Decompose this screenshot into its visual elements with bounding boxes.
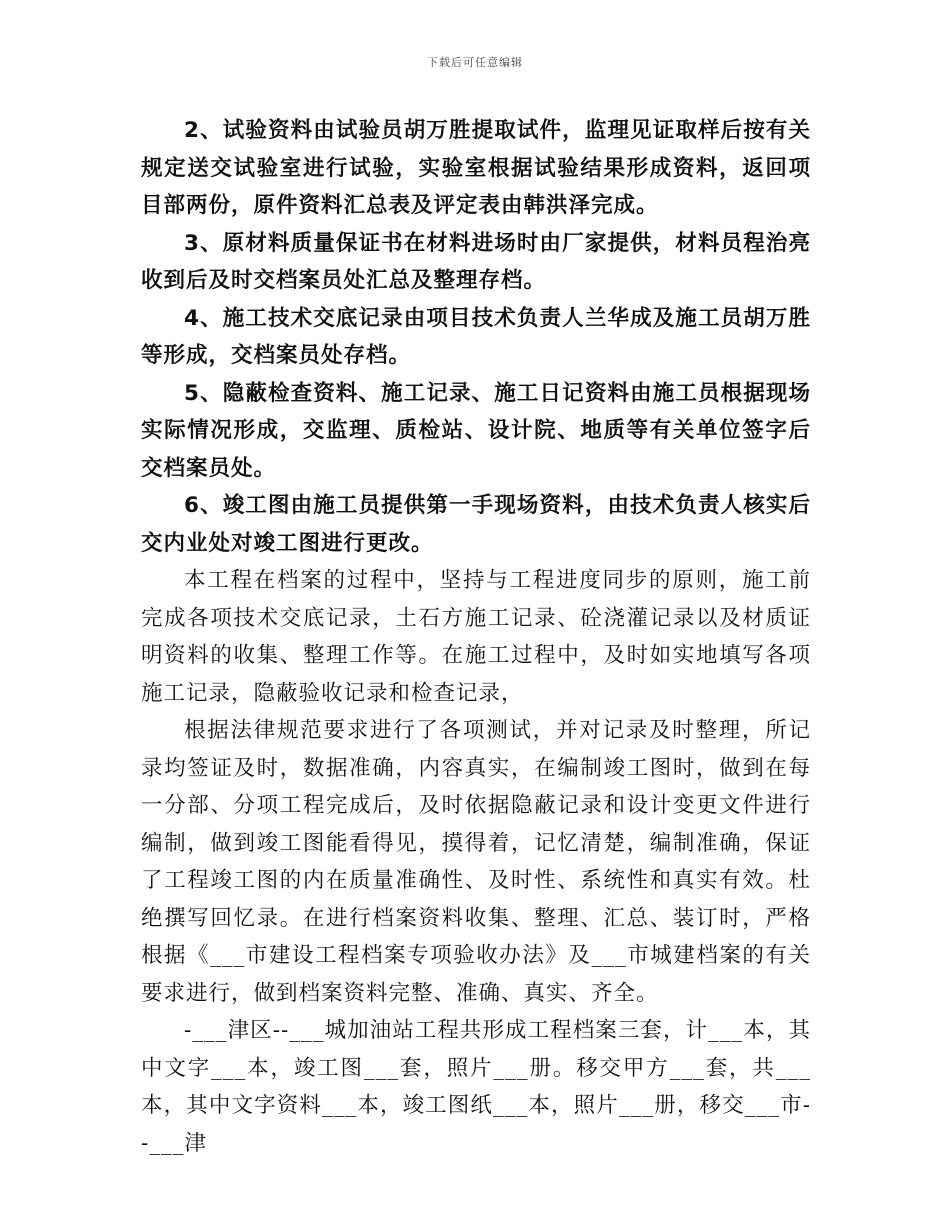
paragraph-item-2: 2、试验资料由试验员胡万胜提取试件，监理见证取样后按有关规定送交试验室进行试验，实验室根据试验结果形成资料，返回项目部两份，原件资料汇总表及评定表由韩洪泽完成。 — [141, 118, 811, 218]
paragraph-regulation-compliance: 根据法律规范要求进行了各项测试，并对记录及时整理，所记录均签证及时，数据准确，内容真实，在编制竣工图时，做到在每一分部、分项工程完成后，及时依据隐蔽记录和设计变更文件进行编制，做到竣工图能看得见，摸得着，记忆清楚，编制准确，保证了工程竣工图的内在质量准确性、及时性、系统性和真实有效。杜绝撰写回忆录。在进行档案资料收集、整理、汇总、装订时，严格根据《___市建设工程档案专项验收办法》及___市城建档案的有关要求进行，做到档案资料完整、准确、真实、齐全。 — [141, 718, 811, 1006]
paragraph-archive-summary: -___津区--___城加油站工程共形成工程档案三套，计___本，其中文字___本，竣工图___套，照片___册。移交甲方___套，共___本，其中文字资料___本，竣工图纸___本，照片___册，移交___市--___津 — [141, 1018, 811, 1156]
paragraph-item-4: 4、施工技术交底记录由项目技术负责人兰华成及施工员胡万胜等形成，交档案员处存档。 — [141, 305, 811, 368]
paragraph-item-6: 6、竣工图由施工员提供第一手现场资料，由技术负责人核实后交内业处对竣工图进行更改。 — [141, 493, 811, 556]
paragraph-item-3: 3、原材料质量保证书在材料进场时由厂家提供，材料员程治亮收到后及时交档案员处汇总及整理存档。 — [141, 230, 811, 293]
paragraph-item-5: 5、隐蔽检查资料、施工记录、施工日记资料由施工员根据现场实际情况形成，交监理、质检站、设计院、地质等有关单位签字后交档案员处。 — [141, 380, 811, 481]
page-header: 下载后可任意编辑 — [427, 56, 523, 69]
document-body — [141, 112, 811, 1162]
paragraph-archive-process: 本工程在档案的过程中，坚持与工程进度同步的原则，施工前完成各项技术交底记录，土石方施工记录、砼浇灌记录以及材质证明资料的收集、整理工作等。在施工过程中，及时如实地填写各项施工记录，隐蔽验收记录和检查记录， — [141, 568, 811, 706]
